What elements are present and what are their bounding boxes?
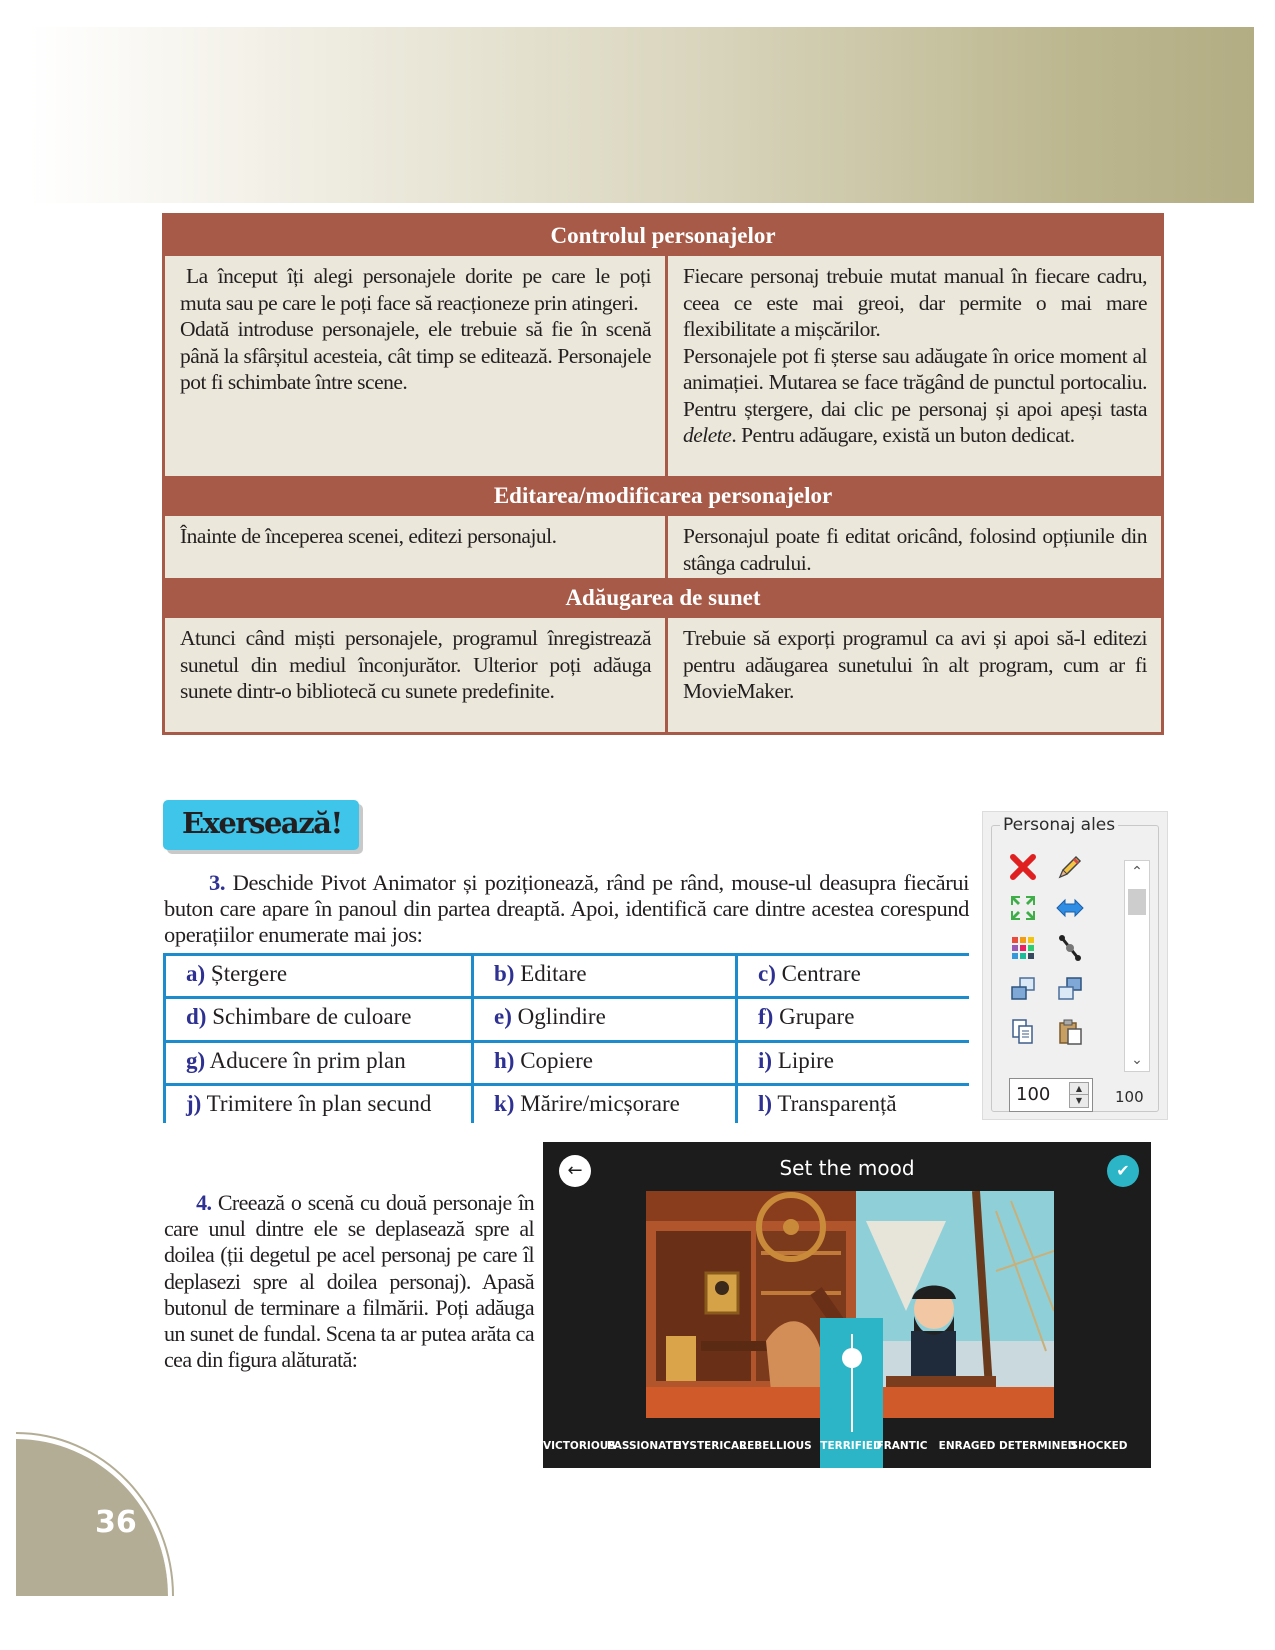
mood-option[interactable]: VICTORIOUS — [543, 1440, 616, 1452]
confirm-check-icon[interactable]: ✔ — [1107, 1155, 1139, 1187]
exercise-4 — [164, 1190, 534, 1373]
scroll-up-icon[interactable]: ⌃ — [1131, 864, 1143, 880]
exercise-text: Creează o scenă cu două personaje în care unul dintre ele se deplasează spre al doilea (ții degetul pe acel personaj pe care îl deplasezi spre al doilea personaj). Apasă butonul de terminare a filmării. Poți adăuga un sunet de fundal. Scena ta ar putea arăta ca cea din figura alăturată: — [164, 1190, 534, 1373]
operation-label: Schimbare de culoare — [212, 1004, 412, 1029]
mood-option-selected[interactable]: TERRIFIED — [820, 1440, 882, 1452]
operation-label: Oglindire — [517, 1004, 606, 1029]
operation-cell — [166, 956, 471, 996]
center-icon[interactable] — [1007, 892, 1039, 924]
operation-cell — [738, 999, 972, 1040]
page-corner — [16, 1436, 168, 1596]
join-icon[interactable] — [1054, 932, 1086, 964]
comparison-table — [162, 213, 1164, 735]
cell-paragraph: Fiecare personaj trebuie mutat manual în fiecare cadru, ceea ce este mai greoi, dar permite o mai mare flexibilitate a mișcărilor. — [683, 264, 1147, 341]
bring-front-icon[interactable] — [1007, 973, 1039, 1005]
spinner-value: 100 — [1016, 1084, 1051, 1105]
cell-text: Personajele pot fi șterse sau adăugate în orice moment al animației. Mutarea se face trăgând de punctul portocaliu. Pentru ștergere, dai clic pe personaj și apoi apeși tasta — [683, 343, 1147, 421]
page-number: 36 — [95, 1505, 137, 1540]
exercise-3 — [164, 870, 969, 948]
operation-letter: i) — [758, 1048, 773, 1073]
mood-option[interactable]: HYSTERICAL — [673, 1440, 746, 1452]
cell-paragraph: Atunci când miști personajele, programul înregistrează sunetul din mediul înconjurător. Ulterior poți adăuga sunete dintr-o bibliotecă cu sunete predefinite. — [180, 626, 651, 703]
operation-letter: k) — [494, 1091, 515, 1116]
mood-slider-knob[interactable] — [842, 1348, 862, 1368]
section-heading: Controlul personajelor — [165, 216, 1161, 256]
operation-cell — [166, 1043, 471, 1083]
operation-label: Centrare — [781, 961, 861, 986]
mood-app-screenshot — [543, 1142, 1151, 1468]
panel-scrollbar[interactable] — [1124, 860, 1150, 1072]
spinner-label: 100 — [1115, 1088, 1144, 1106]
operation-letter: e) — [494, 1004, 512, 1029]
table-row — [165, 256, 1161, 476]
operation-letter: a) — [186, 961, 206, 986]
spinner-down-icon[interactable]: ▼ — [1075, 1096, 1083, 1105]
mood-option[interactable]: FRANTIC — [876, 1440, 928, 1452]
table-cell — [668, 618, 1161, 732]
operation-cell — [166, 1086, 471, 1129]
send-back-icon[interactable] — [1054, 973, 1086, 1005]
operation-label: Grupare — [779, 1004, 855, 1029]
cell-paragraph: La început îți alegi personajele dorite pe care le poți muta sau pe care le poți face să reacționeze prin atingeri. — [180, 264, 651, 315]
table-cell — [668, 256, 1161, 476]
operation-letter: g) — [186, 1048, 206, 1073]
operation-label: Mărire/micșorare — [520, 1091, 680, 1116]
panel-title: Personaj ales — [1000, 815, 1118, 835]
operation-label: Ștergere — [210, 961, 288, 986]
exercise-badge: Exersează! — [163, 800, 359, 850]
flip-icon[interactable] — [1054, 892, 1086, 924]
operation-cell — [474, 1043, 735, 1083]
operation-letter: l) — [758, 1091, 773, 1116]
section-heading: Adăugarea de sunet — [165, 578, 1161, 618]
panel-group-box — [991, 825, 1159, 1112]
operation-letter: b) — [494, 961, 515, 986]
cell-paragraph: Trebuie să exporți programul ca avi și apoi să-l editezi pentru adăugarea sunetului în alt program, cum ar fi MovieMaker. — [683, 626, 1147, 703]
delete-icon[interactable] — [1007, 851, 1039, 883]
size-spinner[interactable] — [1009, 1078, 1093, 1112]
operation-letter: d) — [186, 1004, 207, 1029]
scroll-down-icon[interactable]: ⌄ — [1131, 1052, 1143, 1068]
cell-text: . Pentru adăugare, există un buton dedicat. — [731, 423, 1075, 447]
mood-option[interactable]: SHOCKED — [1070, 1440, 1128, 1452]
cell-paragraph — [683, 343, 1147, 449]
mood-option[interactable]: ENRAGED — [938, 1440, 996, 1452]
cell-paragraph: Odată introduse personajele, ele trebuie să fie în scenă până la sfârșitul acesteia, cât timp se editează. Personajele pot fi schimbate între scene. — [180, 317, 651, 394]
copy-icon[interactable] — [1007, 1016, 1039, 1048]
delete-key-text: delete — [683, 423, 732, 447]
operation-cell — [738, 1086, 972, 1129]
operation-letter: f) — [758, 1004, 774, 1029]
table-cell — [668, 516, 1161, 578]
spinner-buttons[interactable] — [1069, 1082, 1089, 1108]
spinner-up-icon[interactable]: ▲ — [1070, 1083, 1088, 1095]
cell-paragraph: Personajul poate fi editat oricând, folosind opțiunile din stânga cadrului. — [683, 524, 1147, 575]
mood-options — [543, 1440, 1151, 1460]
operation-letter: c) — [758, 961, 776, 986]
operation-letter: h) — [494, 1048, 515, 1073]
section-heading: Editarea/modificarea personajelor — [165, 476, 1161, 516]
selected-figure-panel — [982, 811, 1168, 1120]
operation-label: Aducere în prim plan — [209, 1048, 406, 1073]
mood-option[interactable]: REBELLIOUS — [739, 1440, 812, 1452]
exercise-text: Deschide Pivot Animator și poziționează, rând pe rând, mouse-ul deasupra fiecărui buton care apare în panoul din partea dreaptă. Apoi, identifică care dintre acestea corespund operațiilor enumerate mai jos: — [164, 870, 969, 947]
exercise-number: 4. — [196, 1190, 212, 1215]
table-row — [165, 618, 1161, 732]
paste-icon[interactable] — [1054, 1016, 1086, 1048]
operation-letter: j) — [186, 1091, 202, 1116]
operation-label: Editare — [520, 961, 587, 986]
table-cell — [165, 618, 665, 732]
operation-cell — [474, 956, 735, 996]
table-cell — [165, 256, 665, 476]
operation-cell — [166, 999, 471, 1040]
operation-label: Copiere — [520, 1048, 594, 1073]
operation-label: Trimitere în plan secund — [206, 1091, 432, 1116]
cell-paragraph: Înainte de începerea scenei, editezi personajul. — [180, 524, 557, 548]
table-cell — [165, 516, 665, 578]
operation-cell — [738, 1043, 972, 1083]
pencil-icon[interactable] — [1054, 851, 1086, 883]
table-row — [165, 516, 1161, 578]
operations-grid — [163, 953, 969, 1123]
operation-label: Transparență — [777, 1091, 897, 1116]
header-band — [30, 27, 1254, 203]
color-grid-icon[interactable] — [1007, 932, 1039, 964]
operation-cell — [474, 1086, 735, 1129]
mood-option[interactable]: DETERMINED — [999, 1440, 1077, 1452]
scroll-thumb[interactable] — [1128, 889, 1146, 915]
app-title: Set the mood — [779, 1156, 915, 1180]
operation-cell — [738, 956, 972, 996]
operation-cell — [474, 999, 735, 1040]
operation-label: Lipire — [777, 1048, 835, 1073]
back-arrow-icon[interactable]: ← — [559, 1155, 591, 1187]
exercise-number: 3. — [209, 870, 226, 895]
mood-option[interactable]: PASSIONATE — [607, 1440, 680, 1452]
